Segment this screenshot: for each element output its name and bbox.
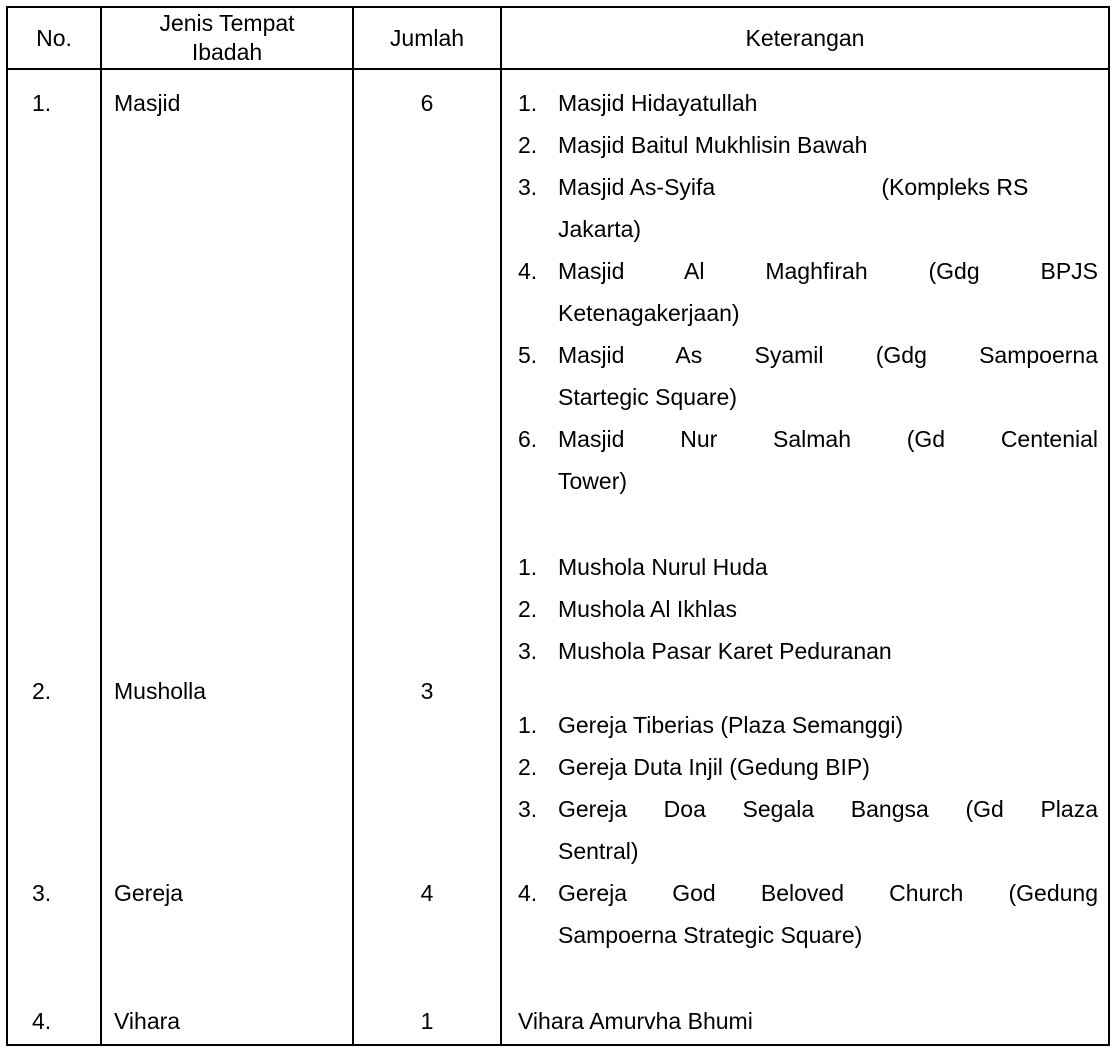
list-marker: 4. <box>518 258 538 284</box>
keterangan-item <box>518 124 1098 166</box>
keterangan-text: Ketenagakerjaan) <box>558 300 740 326</box>
list-marker: 1. <box>518 712 538 738</box>
keterangan-text: Gereja Duta Injil (Gedung BIP) <box>558 754 870 780</box>
keterangan-item-continuation <box>518 830 1098 872</box>
keterangan-item-continuation <box>518 460 1098 502</box>
column-jumlah <box>354 70 502 1044</box>
keterangan-item <box>518 546 1098 588</box>
jumlah-value: 3 <box>420 678 434 704</box>
keterangan-item <box>518 788 1098 830</box>
list-marker: 3. <box>518 638 538 664</box>
keterangan-item <box>518 630 1098 672</box>
keterangan-item <box>518 82 1098 124</box>
row-number: 2. <box>32 678 52 704</box>
keterangan-text: Sentral) <box>558 838 639 864</box>
row-number: 4. <box>32 1008 52 1034</box>
list-marker: 5. <box>518 342 538 368</box>
row-number: 3. <box>32 880 52 906</box>
column-keterangan <box>502 70 1108 1044</box>
keterangan-text: Startegic Square) <box>558 384 737 410</box>
keterangan-item <box>518 588 1098 630</box>
header-jenis-tempat-ibadah <box>102 8 354 70</box>
list-marker: 1. <box>518 90 538 116</box>
keterangan-text: Masjid Al Maghfirah (Gdg BPJS <box>558 258 1098 284</box>
keterangan-item <box>518 704 1098 746</box>
list-marker: 2. <box>518 132 538 158</box>
jumlah-value: 1 <box>420 1008 434 1034</box>
keterangan-item <box>518 418 1098 460</box>
keterangan-text: Masjid Baitul Mukhlisin Bawah <box>558 132 868 158</box>
keterangan-item-continuation <box>518 914 1098 956</box>
header-jumlah <box>354 8 502 70</box>
keterangan-text: Mushola Al Ikhlas <box>558 596 737 622</box>
keterangan-text: Gereja Doa Segala Bangsa (Gd Plaza <box>558 796 1098 822</box>
keterangan-text: Masjid As Syamil (Gdg Sampoerna <box>558 342 1098 368</box>
keterangan-text: Gereja Tiberias (Plaza Semanggi) <box>558 712 904 738</box>
group-spacer <box>518 502 1098 546</box>
list-marker: 3. <box>518 174 538 200</box>
header-keterangan <box>502 8 1108 70</box>
header-no <box>8 8 102 70</box>
group-spacer <box>518 672 1098 704</box>
jenis-value: Gereja <box>114 880 184 906</box>
jumlah-value: 4 <box>420 880 434 906</box>
keterangan-item <box>518 872 1098 914</box>
keterangan-text: Sampoerna Strategic Square) <box>558 922 863 948</box>
keterangan-text: Masjid As-Syifa (Kompleks RS <box>558 174 1029 200</box>
list-marker: 4. <box>518 880 538 906</box>
group-spacer <box>518 956 1098 1000</box>
header-jumlah-label: Jumlah <box>389 24 465 51</box>
keterangan-item <box>518 250 1098 292</box>
row-number: 1. <box>32 90 52 116</box>
column-no <box>8 70 102 1044</box>
keterangan-item-continuation <box>518 208 1098 250</box>
list-marker: 3. <box>518 796 538 822</box>
jumlah-value: 6 <box>420 90 434 116</box>
jenis-value: Vihara <box>114 1008 181 1034</box>
keterangan-text: Jakarta) <box>558 216 642 242</box>
keterangan-text: Mushola Nurul Huda <box>558 554 768 580</box>
list-marker: 2. <box>518 754 538 780</box>
column-jenis-tempat-ibadah <box>102 70 354 1044</box>
keterangan-text: Masjid Nur Salmah (Gd Centenial <box>558 426 1098 452</box>
table-header-row <box>8 8 1108 70</box>
keterangan-item <box>518 334 1098 376</box>
table-body-row <box>8 70 1108 1044</box>
keterangan-item-continuation <box>518 292 1098 334</box>
places-of-worship-table <box>6 6 1110 1046</box>
header-jenis-label: Jenis Tempat Ibadah <box>159 10 295 65</box>
list-marker: 1. <box>518 554 538 580</box>
keterangan-item <box>518 746 1098 788</box>
keterangan-item <box>518 166 1098 208</box>
keterangan-text: Tower) <box>558 468 628 494</box>
jenis-value: Masjid <box>114 90 181 116</box>
keterangan-item-continuation <box>518 376 1098 418</box>
keterangan-item <box>518 1000 1098 1042</box>
jenis-value: Musholla <box>114 678 207 704</box>
keterangan-text: Masjid Hidayatullah <box>558 90 758 116</box>
header-keterangan-label: Keterangan <box>745 24 865 51</box>
keterangan-text: Vihara Amurvha Bhumi <box>518 1008 753 1034</box>
header-no-label: No. <box>36 24 72 51</box>
list-marker: 2. <box>518 596 538 622</box>
keterangan-text: Mushola Pasar Karet Peduranan <box>558 638 892 664</box>
keterangan-text: Gereja God Beloved Church (Gedung <box>558 880 1098 906</box>
list-marker: 6. <box>518 426 538 452</box>
